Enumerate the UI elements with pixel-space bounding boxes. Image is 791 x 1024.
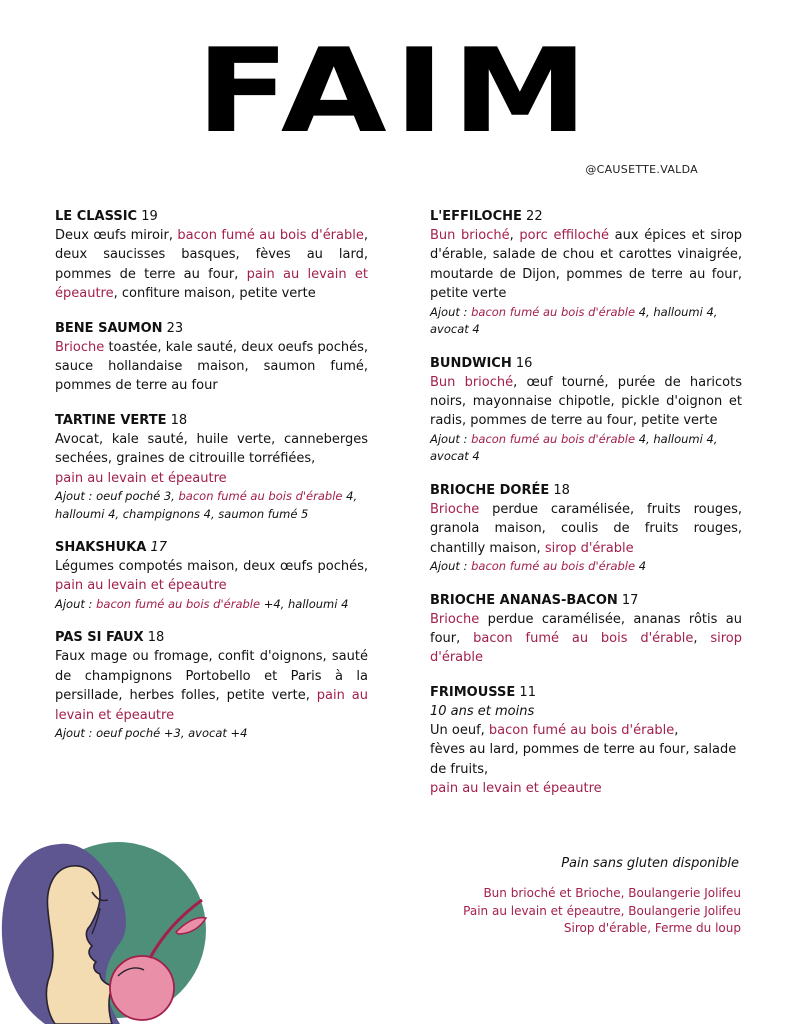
highlighted-ingredient: bacon fumé au bois d'érable <box>488 722 675 738</box>
menu-item-price: 19 <box>137 209 158 224</box>
menu-item-description <box>55 430 368 488</box>
menu-item-addons <box>430 431 742 466</box>
menu-item-header <box>430 481 742 500</box>
menu-title: FAIM <box>195 24 596 159</box>
menu-item-name: BRIOCHE DORÉE <box>430 482 550 498</box>
highlighted-ingredient: pain au levain et épeautre <box>55 266 368 302</box>
menu-item-header <box>430 207 742 226</box>
highlighted-ingredient: bacon fumé au bois d'érable <box>96 596 261 611</box>
highlighted-ingredient: bacon fumé au bois d'érable <box>471 431 636 446</box>
cherry-shape <box>110 956 174 1020</box>
desc-text: , confiture maison, petite verte <box>113 286 316 302</box>
desc-text: Légumes compotés maison, deux œufs pochés, <box>55 559 368 575</box>
menu-item-description <box>55 557 368 596</box>
menu-item-header <box>430 683 742 702</box>
menu-item-description <box>55 338 368 396</box>
desc-text: , œuf tourné, purée de haricots noirs, mayonnaise chipotle, pickle d'oignon et radis, pommes de terre au four, petite verte <box>430 374 743 429</box>
credit-line: Bun brioché et Brioche, Boulangerie Jolifeu <box>483 886 741 900</box>
menu-item-price: 18 <box>166 412 188 428</box>
desc-text: Avocat, kale sauté, huile verte, canneberges sechées, graines de citrouille torréfiées, <box>55 431 368 467</box>
gluten-free-note: Pain sans gluten disponible <box>561 856 739 871</box>
menu-item <box>430 591 742 668</box>
menu-item <box>55 207 368 304</box>
desc-text: perdue caramélisée, fruits rouges, granola maison, coulis de fruits rouges, chantilly maison, <box>430 501 742 556</box>
menu-item-addons <box>55 725 368 743</box>
menu-item <box>55 538 368 613</box>
menu-item-description <box>55 647 368 725</box>
highlighted-ingredient: Brioche <box>430 611 480 627</box>
desc-text: +4, halloumi 4 <box>260 596 349 611</box>
menu-item-name: BENE SAUMON <box>55 320 163 336</box>
menu-item <box>55 411 368 523</box>
instagram-handle: @CAUSETTE.VALDA <box>585 163 698 176</box>
menu-item-header <box>430 591 742 610</box>
credit-line: Sirop d'érable, Ferme du loup <box>563 921 741 935</box>
menu-item-price: 16 <box>511 355 533 371</box>
credit-line: Pain au levain et épeautre, Boulangerie Jolifeu <box>463 903 741 918</box>
menu-item-price: 18 <box>549 482 570 498</box>
desc-text: Ajout : <box>430 304 472 319</box>
desc-text: Ajout : <box>430 431 472 446</box>
menu-item-name: FRIMOUSSE <box>430 684 516 700</box>
desc-text: Ajout : <box>55 596 97 611</box>
menu-item <box>430 481 742 576</box>
desc-text: Un oeuf, <box>430 722 489 738</box>
menu-item <box>430 683 742 799</box>
menu-item-addons <box>430 304 742 339</box>
menu-item-description <box>430 610 742 668</box>
menu-item-header <box>55 538 368 557</box>
illustration-woman-eating-cherry <box>0 836 215 1024</box>
desc-text: 4, halloumi 4, avocat 4 <box>430 304 718 337</box>
menu-item-subtitle: 10 ans et moins <box>430 703 535 719</box>
desc-text: aux épices et sirop d'érable, salade de chou et carottes vinaigrée, moutarde de Dijon, pommes de terre au four, petite verte <box>430 228 743 302</box>
highlighted-ingredient: bacon fumé au bois d'érable <box>178 489 343 504</box>
supplier-credits <box>463 885 741 938</box>
menu-item-name: TARTINE VERTE <box>55 412 167 428</box>
menu-item-addons <box>430 558 742 576</box>
menu-item-header <box>55 207 368 226</box>
highlighted-ingredient: bacon fumé au bois d'érable <box>473 630 694 646</box>
menu-column-left <box>55 207 368 758</box>
desc-text: , <box>674 722 679 738</box>
highlighted-ingredient: sirop d'érable <box>544 540 634 556</box>
menu-item-name: BUNDWICH <box>430 355 512 371</box>
menu-item-description <box>430 226 742 304</box>
menu-item-header <box>55 411 368 430</box>
menu-item-name: BRIOCHE ANANAS-BACON <box>430 592 618 608</box>
menu-item-description <box>55 226 368 304</box>
menu-item-name: L'EFFILOCHE <box>430 209 522 224</box>
highlighted-ingredient: sirop d'érable <box>430 630 743 666</box>
highlighted-ingredient: pain au levain et épeautre <box>430 781 602 796</box>
highlighted-ingredient: Bun brioché <box>430 374 514 390</box>
highlighted-ingredient: Brioche <box>55 339 105 355</box>
menu-item <box>430 207 742 339</box>
desc-text: toastée, kale sauté, deux oeufs pochés, sauce hollandaise maison, saumon fumé, pommes de terre au four <box>55 339 368 394</box>
menu-item-header <box>55 319 368 338</box>
menu-item-description <box>430 500 742 558</box>
menu-item-name: LE CLASSIC <box>55 209 138 224</box>
menu-item <box>430 354 742 466</box>
menu-item-price: 18 <box>143 630 165 646</box>
highlighted-ingredient: bacon fumé au bois d'érable <box>471 559 636 574</box>
menu-item-description <box>430 721 742 799</box>
desc-text: 4, halloumi 4, champignons 4, saumon fumé 5 <box>55 489 358 521</box>
menu-item-addons <box>55 596 368 614</box>
desc-text: Deux œufs miroir, <box>55 228 178 243</box>
menu-item-name: SHAKSHUKA <box>55 540 147 556</box>
highlighted-ingredient: pain au levain et épeautre <box>55 470 227 486</box>
desc-text: fèves au lard, pommes de terre au four, salade de fruits, <box>430 742 737 777</box>
desc-text: Ajout : oeuf poché 3, <box>55 489 179 504</box>
desc-text: 4 <box>635 559 647 574</box>
menu-item-price: 17 <box>146 540 167 556</box>
highlighted-ingredient: porc effiloché <box>519 228 609 243</box>
menu-item-name: PAS SI FAUX <box>55 630 144 646</box>
desc-text: , deux saucisses basques, fèves au lard, pommes de terre au four, <box>55 228 369 282</box>
menu-item-price: 23 <box>162 320 184 336</box>
desc-text: Ajout : <box>430 559 472 574</box>
highlighted-ingredient: pain au levain et épeautre <box>55 578 227 594</box>
desc-text: perdue caramélisée, ananas rôtis au four, <box>430 611 742 646</box>
desc-text: 4, halloumi 4, avocat 4 <box>430 431 718 464</box>
menu-item-addons <box>55 488 368 523</box>
menu-item-price: 22 <box>521 209 543 224</box>
highlighted-ingredient: pain au levain et épeautre <box>55 688 368 723</box>
menu-item <box>55 319 368 396</box>
menu-item-description <box>430 373 742 431</box>
menu-item-header <box>430 354 742 373</box>
menu-item <box>55 628 368 742</box>
highlighted-ingredient: Bun brioché <box>430 228 510 243</box>
highlighted-ingredient: Brioche <box>430 501 480 517</box>
highlighted-ingredient: bacon fumé au bois d'érable <box>177 228 364 243</box>
desc-text: , <box>509 228 520 243</box>
menu-item-price: 11 <box>515 684 536 700</box>
highlighted-ingredient: bacon fumé au bois d'érable <box>471 304 636 319</box>
menu-item-price: 17 <box>617 592 639 608</box>
desc-text: Ajout : oeuf poché +3, avocat +4 <box>55 726 248 740</box>
menu-item-header <box>55 628 368 647</box>
desc-text: , <box>693 630 711 646</box>
menu-column-right <box>430 207 742 813</box>
desc-text: Faux mage ou fromage, confit d'oignons, sauté de champignons Portobello et Paris à la persillade, herbes folles, petite verte, <box>55 649 368 704</box>
